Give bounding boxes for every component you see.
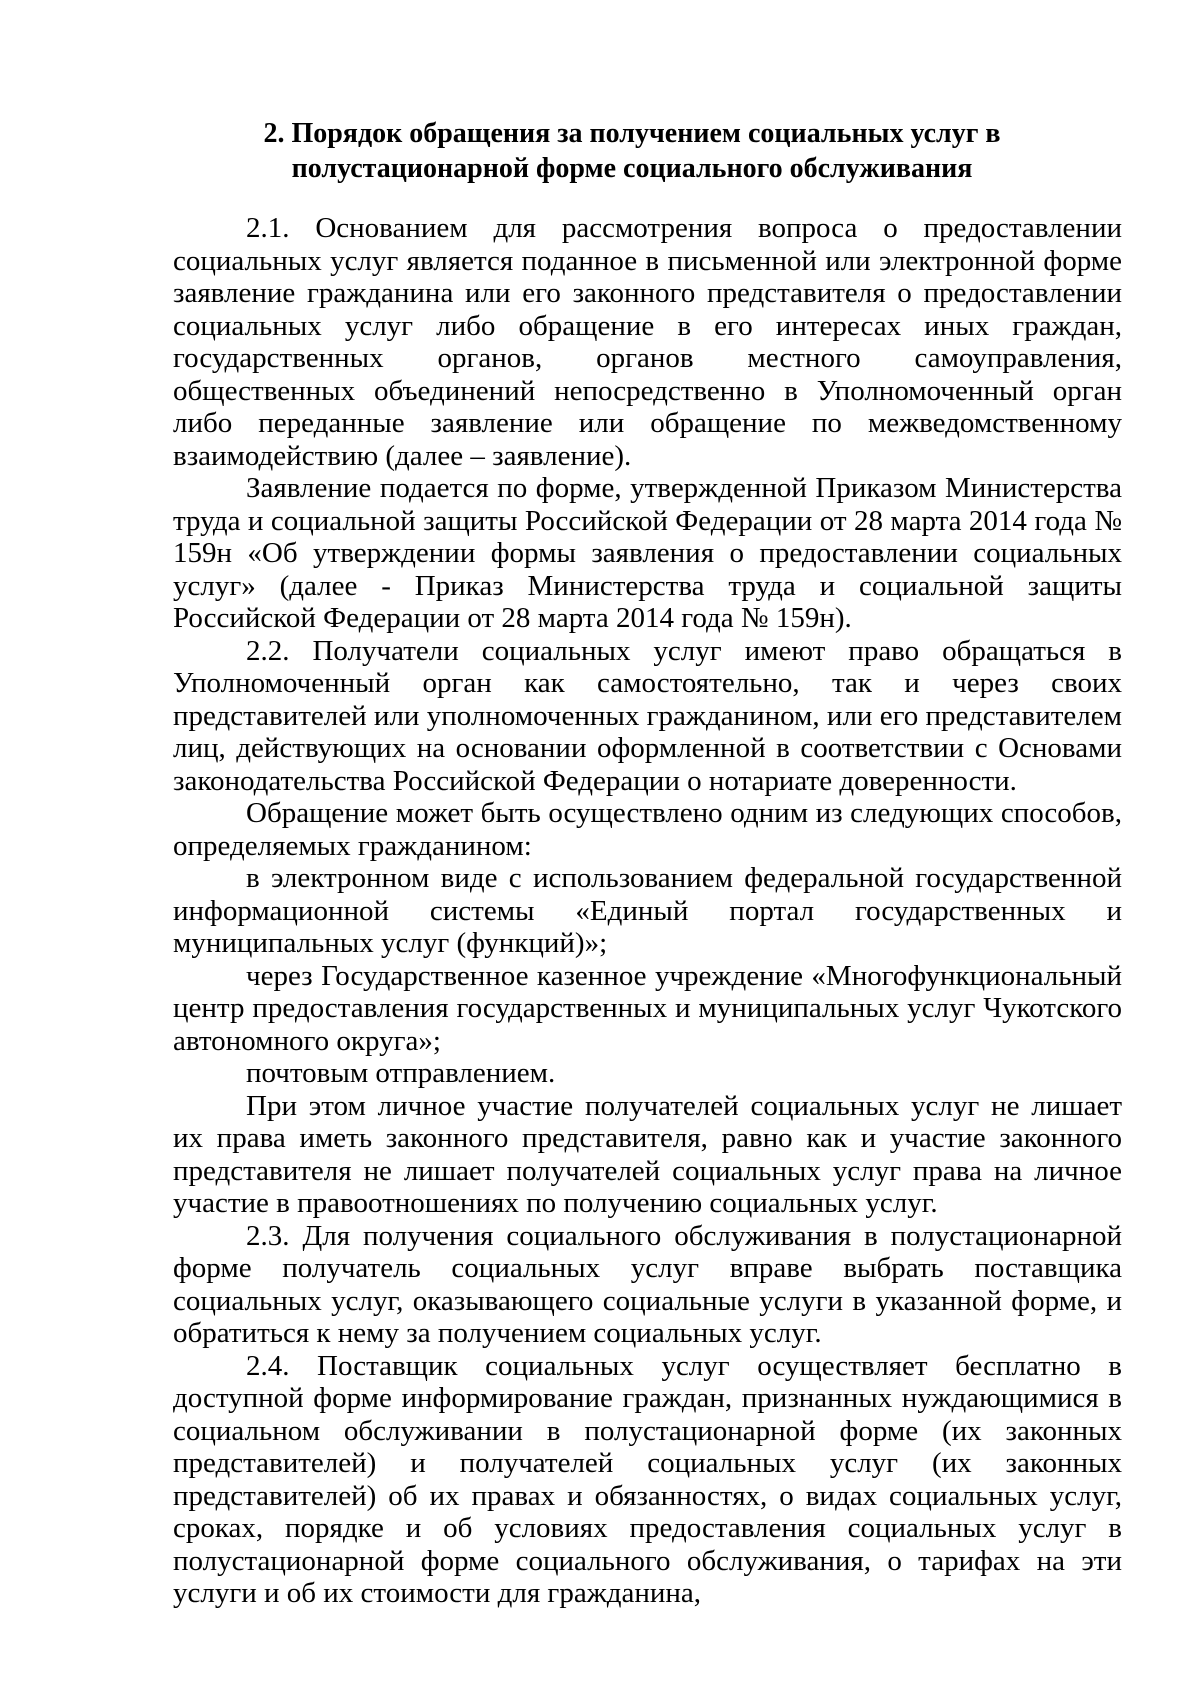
paragraph-2-2: 2.2. Получатели социальных услуг имеют право обращаться в Уполномоченный орган как самостоятельно, так и через своих представителей или уполномоченных гражданином, или его представителем лиц, действующих на основании оформленной в соответствии с Основами законодательства Российской Федерации о нотариате доверенности. <box>173 634 1122 797</box>
paragraph-2-4: 2.4. Поставщик социальных услуг осуществляет бесплатно в доступной форме информирование граждан, признанных нуждающимися в социальном обслуживании в полустационарной форме (их законных представителей) и получателей социальных услуг (их законных представителей) об их правах и обязанностях, о видах социальных услуг, сроках, порядке и об условиях предоставления социальных услуг в полустационарной форме социального обслуживания, о тарифах на эти услуги и об их стоимости для гражданина, <box>173 1349 1122 1609</box>
paragraph-method-mfc: через Государственное казенное учреждение «Многофункциональный центр предоставления государственных и муниципальных услуг Чукотского автономного округа»; <box>173 959 1122 1057</box>
heading-line-2: полустационарной форме социального обслуживания <box>291 153 973 184</box>
paragraph-2-3: 2.3. Для получения социального обслуживания в полустационарной форме получатель социальных услуг вправе выбрать поставщика социальных услуг, оказывающего социальные услуги в указанной форме, и обратиться к нему за получением социальных услуг. <box>173 1219 1122 1349</box>
paragraph-personal-participation: При этом личное участие получателей социальных услуг не лишает их права иметь законного представителя, равно как и участие законного представителя не лишает получателей социальных услуг права на личное участие в правоотношениях по получению социальных услуг. <box>173 1089 1122 1219</box>
paragraph-methods-intro: Обращение может быть осуществлено одним из следующих способов, определяемых гражданином: <box>173 797 1122 862</box>
paragraph-2-1: 2.1. Основанием для рассмотрения вопроса о предоставлении социальных услуг является поданное в письменной или электронной форме заявление гражданина или его законного представителя о предоставлении социальных услуг либо обращение в его интересах иных граждан, государственных органов, органов местного самоуправления, общественных объединений непосредственно в Уполномоченный орган либо переданные заявление или обращение по межведомственному взаимодействию (далее – заявление). <box>173 212 1122 472</box>
paragraph-application-form: Заявление подается по форме, утвержденной Приказом Министерства труда и социальной защиты Российской Федерации от 28 марта 2014 года № 159н «Об утверждении формы заявления о предоставлении социальных услуг» (далее - Приказ Министерства труда и социальной защиты Российской Федерации от 28 марта 2014 года № 159н). <box>173 472 1122 634</box>
paragraph-method-electronic: в электронном виде с использованием федеральной государственной информационной системы «Единый портал государственных и муниципальных услуг (функций)»; <box>173 862 1122 959</box>
paragraph-method-post: почтовым отправлением. <box>246 1057 556 1089</box>
heading-line-1: 2. Порядок обращения за получением социальных услуг в <box>263 118 1001 149</box>
document-body <box>173 212 1122 1610</box>
section-heading <box>170 116 1094 186</box>
